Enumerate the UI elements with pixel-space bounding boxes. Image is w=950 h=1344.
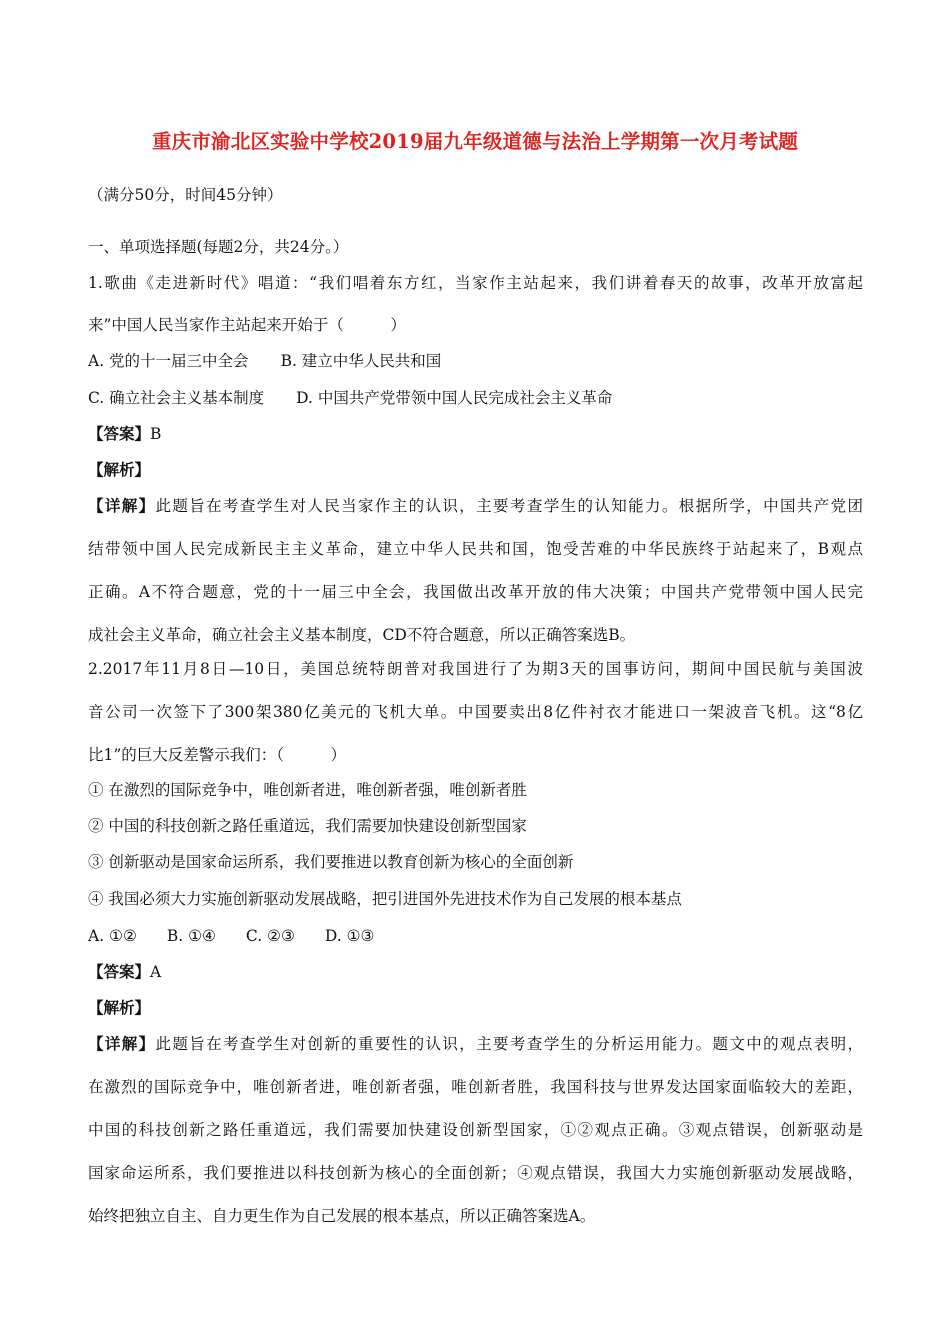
q1-detail-line-1 [88, 496, 863, 516]
q1-option-row-2 [88, 388, 612, 408]
q2-answer-value: A [150, 963, 162, 981]
section-heading: 一、单项选择题(每题2分，共24分。） [88, 238, 349, 256]
q2-detail-label: 【详解】 [88, 1034, 156, 1053]
q2-detail-line-5: 始终把独立自主、自力更生作为自己发展的根本基点，所以正确答案选A。 [88, 1207, 596, 1225]
q2-statement-3: ③ 创新驱动是国家命运所系，我们要推进以教育创新为核心的全面创新 [88, 853, 574, 871]
document-title: 重庆市渝北区实验中学校2019届九年级道德与法治上学期第一次月考试题 [151, 130, 799, 153]
q1-detail-text-1: 此题旨在考查学生对人民当家作主的认识，主要考查学生的认知能力。根据所学，中国共产党团 [155, 497, 863, 515]
q2-answer [88, 962, 161, 982]
q1-answer [88, 424, 161, 444]
q1-analysis-label: 【解析】 [88, 460, 151, 479]
q1-answer-label: 【答案】 [88, 424, 151, 443]
q2-stem-line-1: 2.2017年11月8日—10日，美国总统特朗普对我国进行了为期3天的国事访问，期间中国民航与美国波 [88, 660, 863, 678]
q2-statement-1: ① 在激烈的国际竞争中，唯创新者进，唯创新者强，唯创新者胜 [88, 781, 527, 799]
q1-option-d: D. 中国共产党带领中国人民完成社会主义革命 [296, 389, 613, 407]
q1-option-a: A. 党的十一届三中全会 [88, 352, 249, 370]
q1-answer-value: B [150, 425, 162, 443]
q1-option-row-1 [88, 351, 441, 371]
q1-detail-line-4: 成社会主义革命，确立社会主义基本制度，CD不符合题意，所以正确答案选B。 [88, 626, 636, 644]
q2-answer-label: 【答案】 [88, 962, 151, 981]
q1-stem-line-2: 来”中国人民当家作主站起来开始于（ ） [88, 316, 406, 334]
q2-options-row [88, 926, 374, 946]
q1-stem-line-1: 1.歌曲《走进新时代》唱道：“我们唱着东方红，当家作主站起来，我们讲着春天的故事，改革开放富起 [88, 274, 863, 292]
q2-analysis-label: 【解析】 [88, 998, 151, 1017]
q2-detail-line-4: 国家命运所系，我们要推进以科技创新为核心的全面创新；④观点错误，我国大力实施创新驱动发展战略， [88, 1164, 863, 1182]
q2-option-d: D. ①③ [324, 927, 375, 945]
q2-option-a: A. ①② [88, 927, 137, 945]
q2-detail-line-2: 在激烈的国际竞争中，唯创新者进，唯创新者强，唯创新者胜，我国科技与世界发达国家面临较大的差距， [88, 1078, 863, 1096]
q1-option-c: C. 确立社会主义基本制度 [88, 389, 265, 407]
q2-stem-line-3: 比1”的巨大反差警示我们：（ ） [88, 746, 347, 764]
q2-option-c: C. ②③ [245, 927, 295, 945]
score-time-note: （满分50分，时间45分钟） [88, 186, 283, 204]
q1-detail-label: 【详解】 [88, 496, 156, 515]
q2-statement-2: ② 中国的科技创新之路任重道远，我们需要加快建设创新型国家 [88, 817, 527, 835]
q2-stem-line-2: 音公司一次签下了300架380亿美元的飞机大单。中国要卖出8亿件衬衣才能进口一架波音飞机。这“8亿 [88, 703, 863, 721]
q2-detail-line-3: 中国的科技创新之路任重道远，我们需要加快建设创新型国家，①②观点正确。③观点错误，创新驱动是 [88, 1121, 863, 1139]
q2-detail-line-1 [88, 1034, 863, 1054]
q2-detail-text-1: 此题旨在考查学生对创新的重要性的认识，主要考查学生的分析运用能力。题文中的观点表明， [155, 1035, 863, 1053]
q2-option-b: B. ①④ [166, 927, 216, 945]
q1-detail-line-2: 结带领中国人民完成新民主主义革命，建立中华人民共和国，饱受苦难的中华民族终于站起来了，B观点 [88, 540, 863, 558]
q1-detail-line-3: 正确。A不符合题意，党的十一届三中全会，我国做出改革开放的伟大决策；中国共产党带领中国人民完 [88, 583, 863, 601]
q1-option-b: B. 建立中华人民共和国 [280, 352, 442, 370]
q2-statement-4: ④ 我国必须大力实施创新驱动发展战略，把引进国外先进技术作为自己发展的根本基点 [88, 890, 682, 908]
